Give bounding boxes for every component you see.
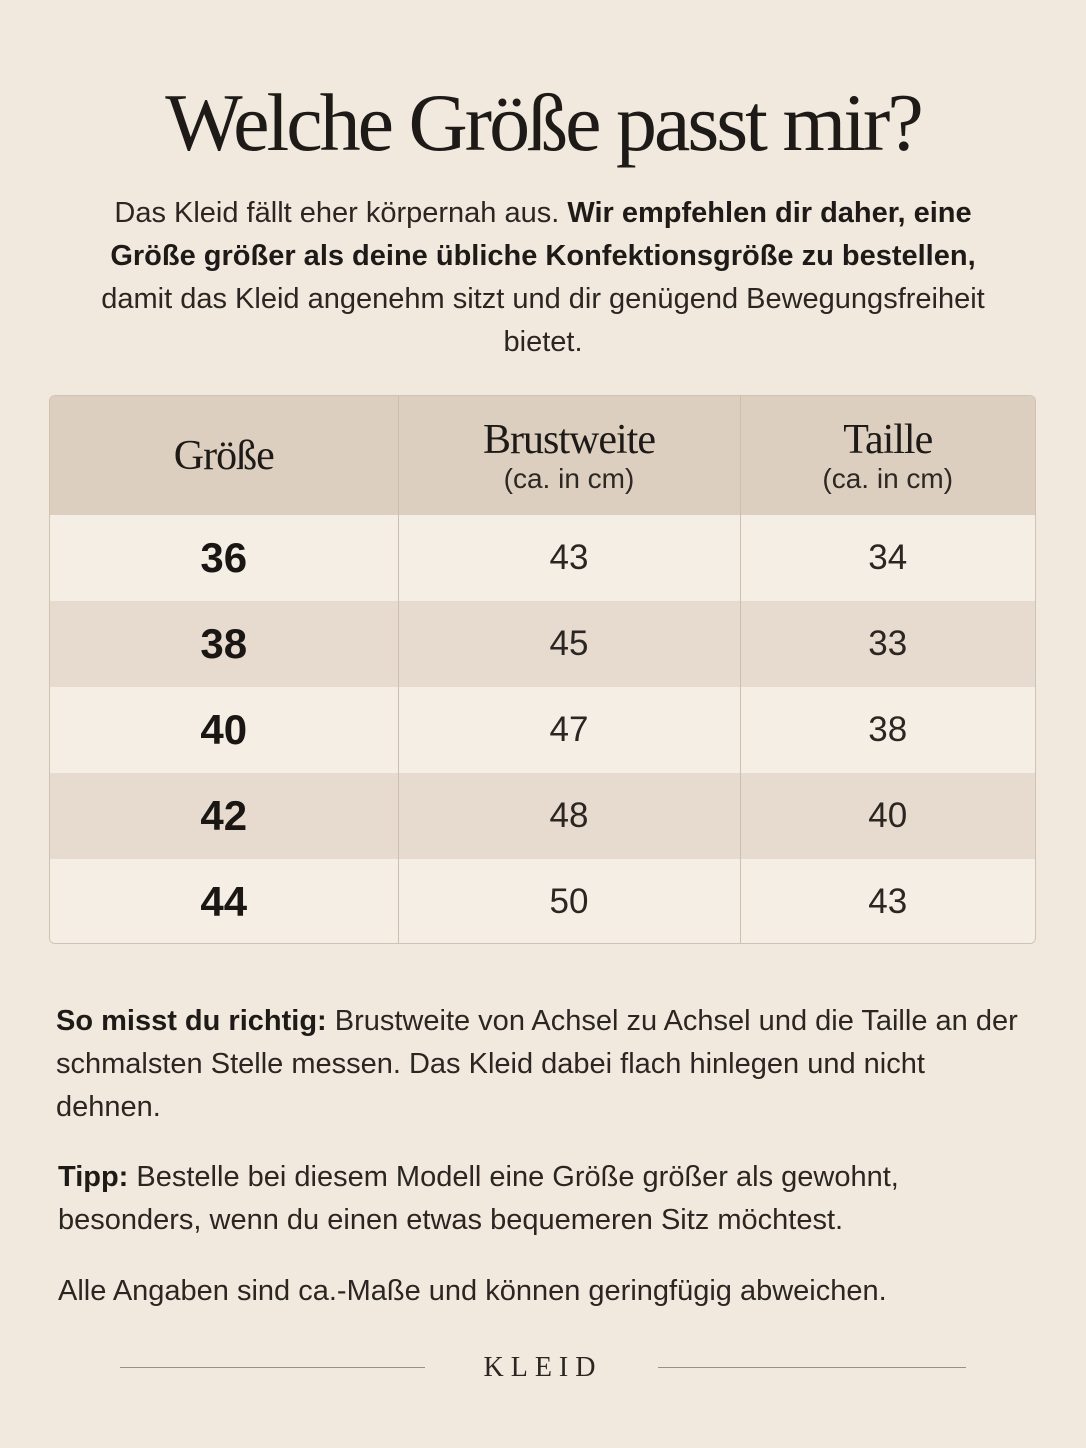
- header-size-label: Größe: [173, 432, 274, 479]
- header-size: [50, 396, 398, 515]
- header-waist-unit: (ca. in cm): [822, 462, 954, 494]
- chest-cell: 43: [398, 515, 740, 601]
- intro-part-2: damit das Kleid angenehm sitzt und dir genügend Bewegungsfreiheit bietet.: [101, 283, 985, 358]
- header-chest-unit: (ca. in cm): [503, 462, 635, 494]
- size-cell: 38: [50, 601, 398, 687]
- size-cell: 44: [50, 859, 398, 944]
- chest-cell: 50: [398, 859, 740, 944]
- footer: [0, 1350, 1086, 1390]
- table-row: [50, 859, 1035, 944]
- waist-cell: 38: [868, 710, 908, 749]
- footer-divider-right: [658, 1367, 966, 1368]
- header-chest: [398, 396, 740, 515]
- size-cell: 40: [50, 687, 398, 773]
- brand-logo: KLEID: [483, 1352, 603, 1383]
- header-chest-label: Brustweite: [483, 416, 655, 463]
- disclaimer-text: Alle Angaben sind ca.-Maße und können geringfügig abweichen.: [58, 1275, 887, 1307]
- header-waist-label: Taille: [843, 416, 933, 463]
- intro-part-1: Das Kleid fällt eher körpernah aus.: [114, 197, 568, 229]
- tip-text: Bestelle bei diesem Modell eine Größe größer als gewohnt, besonders, wenn du einen etwas bequemeren Sitz möchtest.: [58, 1161, 899, 1236]
- intro-text: [80, 192, 1006, 364]
- table-row: [50, 601, 1035, 687]
- measure-label: So misst du richtig:: [56, 1005, 327, 1037]
- size-cell: 36: [50, 515, 398, 601]
- waist-cell: 33: [868, 624, 908, 663]
- measure-text: Brustweite von Achsel zu Achsel und die Taille an der schmalsten Stelle messen. Das Kleid dabei flach hinlegen und nicht dehnen.: [56, 1005, 1018, 1123]
- tip-paragraph: [58, 1156, 1038, 1242]
- waist-cell: 40: [868, 796, 908, 835]
- measure-instructions: [56, 1000, 1036, 1129]
- tip-label: Tipp:: [58, 1161, 129, 1193]
- intro-emphasis: Wir empfehlen dir daher, eine Größe größer als deine übliche Konfektionsgröße zu bestellen,: [110, 197, 976, 272]
- header-waist: [740, 396, 1035, 515]
- chest-cell: 45: [398, 601, 740, 687]
- size-table: [49, 395, 1036, 944]
- table-row: [50, 773, 1035, 859]
- waist-cell: 34: [868, 538, 908, 577]
- chest-cell: 48: [398, 773, 740, 859]
- table-row: [50, 687, 1035, 773]
- chest-cell: 47: [398, 687, 740, 773]
- table-row: [50, 515, 1035, 601]
- waist-cell: 43: [868, 882, 908, 921]
- page-title: Welche Größe passt mir?: [165, 77, 921, 168]
- table-header-row: [50, 396, 1035, 515]
- size-cell: 42: [50, 773, 398, 859]
